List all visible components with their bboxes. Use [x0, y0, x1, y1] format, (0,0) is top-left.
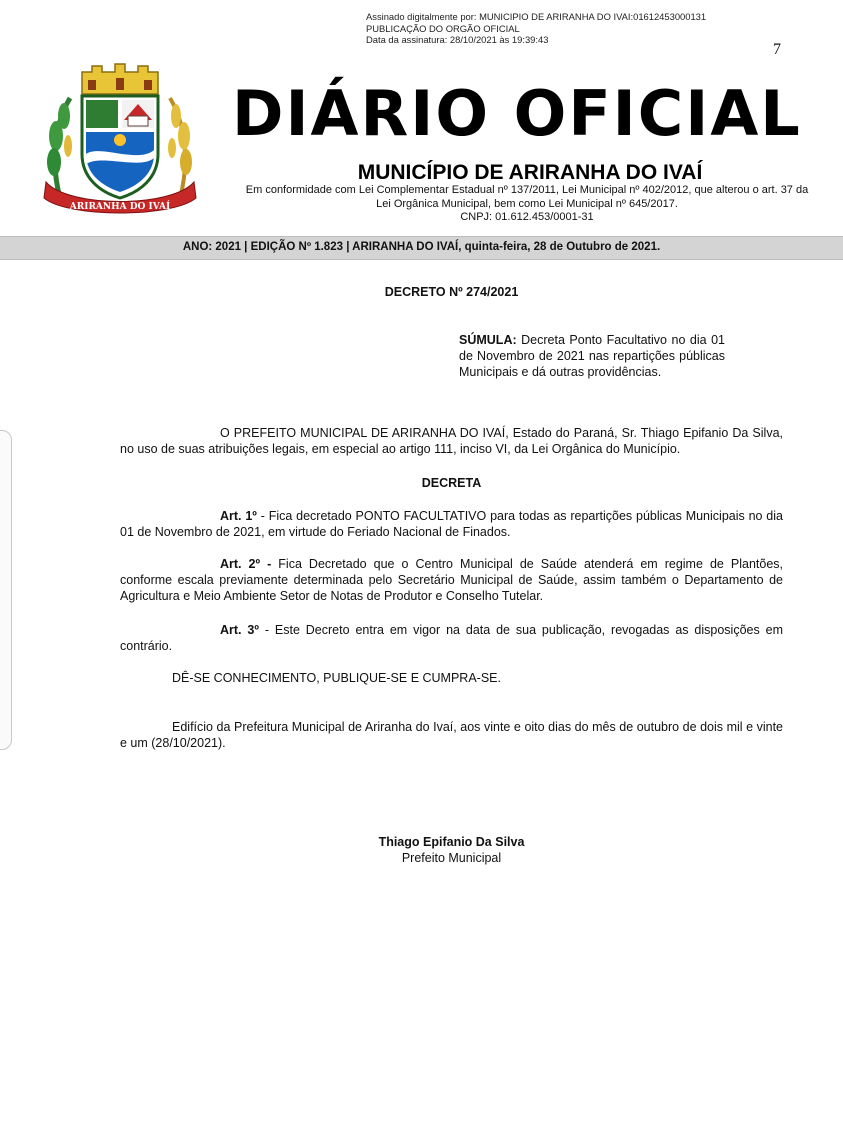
article-2-text: Fica Decretado que o Centro Municipal de Saúde atenderá em regime de Plantões, conforme escala previamente determinada pelo Secretário Municipal de Saúde, assim também o Departamento de Agricultura e Meio Ambiente Setor de Notas de Produtor e Conselho Tutelar. [120, 557, 783, 603]
article-3-label: Art. 3º [220, 623, 259, 637]
signature-block [270, 834, 633, 866]
closing-formula: DÊ-SE CONHECIMENTO, PUBLIQUE-SE E CUMPRA-SE. [172, 671, 501, 685]
article-1 [120, 508, 783, 540]
signature-publication: PUBLICAÇÃO DO ORGÃO OFICIAL [366, 22, 520, 34]
article-1-label: Art. 1º [220, 509, 257, 523]
page-number: 7 [773, 41, 781, 58]
masthead-title: DIÁRIO OFICIAL [232, 77, 802, 150]
signature-date: Data da assinatura: 28/10/2021 às 19:39:43 [366, 34, 549, 45]
decreta-heading: DECRETA [421, 476, 482, 490]
preamble-paragraph: O PREFEITO MUNICIPAL DE ARIRANHA DO IVAÍ, Estado do Paraná, Sr. Thiago Epifanio Da Silva, no uso de suas atribuições legais, em especial ao artigo 111, inciso VI, da Lei Orgânica do Município. [120, 426, 783, 456]
signatory-name: Thiago Epifanio Da Silva [378, 835, 525, 849]
sumula-label: SÚMULA: [459, 333, 517, 347]
edition-bar [0, 236, 843, 260]
corn-plant-icon [47, 98, 72, 198]
cnpj: CNPJ: 01.612.453/0001-31 [460, 211, 594, 223]
decree-title: DECRETO Nº 274/2021 [384, 285, 519, 299]
coat-of-arms-icon [38, 58, 202, 216]
legal-conformity-notice [232, 184, 822, 225]
signatory-title: Prefeito Municipal [401, 851, 502, 865]
article-1-text: - Fica decretado PONTO FACULTATIVO para todas as repartições públicas Municipais no dia 01 de Novembro de 2021, em virtude do Feriado Nacional de Finados. [120, 509, 783, 539]
article-2 [120, 556, 783, 604]
article-2-label: Art. 2º - [220, 557, 272, 571]
edition-info: ANO: 2021 | EDIÇÃO Nº 1.823 | ARIRANHA DO IVAÍ, quinta-feira, 28 de Outubro de 2021. [182, 241, 661, 253]
signature-signer: Assinado digitalmente por: MUNICIPIO DE ARIRANHA DO IVAI:01612453000131 [366, 11, 707, 22]
digital-signature-stamp [366, 11, 706, 46]
screen-edge-bracket [0, 430, 12, 750]
shield-icon [82, 96, 158, 198]
place-and-date: Edifício da Prefeitura Municipal de Ariranha do Ivaí, aos vinte e oito dias do mês de outubro de dois mil e vinte e um (28/10/2021). [120, 720, 783, 750]
wheat-plant-icon [168, 98, 192, 198]
conformity-line-1: Em conformidade com Lei Complementar Estadual nº 137/2011, Lei Municipal nº 402/2012, que alterou o art. 37 da [245, 184, 809, 196]
municipality-name: MUNICÍPIO DE ARIRANHA DO IVAÍ [357, 161, 703, 184]
article-3-text: - Este Decreto entra em vigor na data de sua publicação, revogadas as disposições em contrário. [120, 623, 783, 653]
sumula-text: Decreta Ponto Facultativo no dia 01 de Novembro de 2021 nas repartições públicas Municipais e dá outras providências. [459, 333, 725, 379]
conformity-line-2: Lei Orgânica Municipal, bem como Lei Municipal nº 645/2017. [376, 197, 678, 210]
sumula-block [459, 332, 725, 380]
ribbon-text: ARIRANHA DO IVAÍ [69, 202, 171, 212]
crown-icon [82, 64, 158, 94]
article-3 [120, 622, 783, 654]
